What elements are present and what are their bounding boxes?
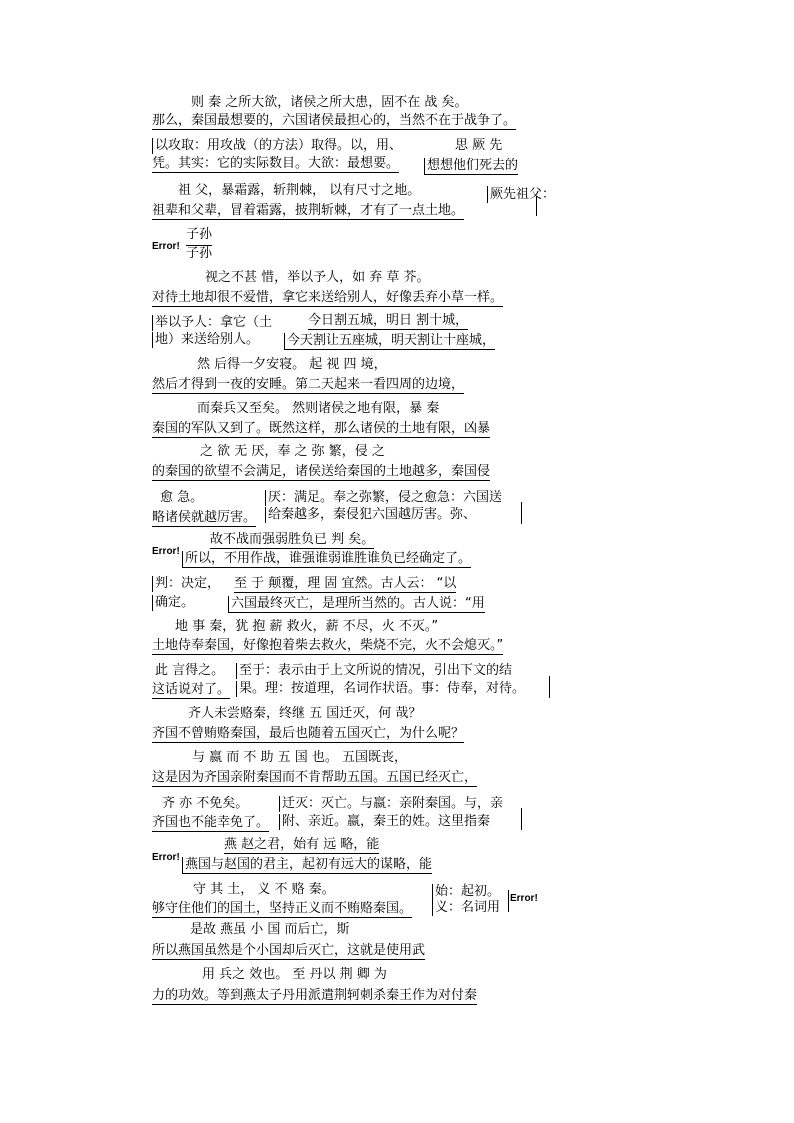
error-field-2: Error! <box>152 546 180 557</box>
trans-line-15: 齐国不曾贿赂秦国，最后也随着五国灭亡，为什么呢？ <box>152 726 465 741</box>
orig-line-19: 守 其 土， 义 不 赂 秦。 <box>193 882 335 897</box>
note-qian-mie-a: 迁灭：灭亡。与嬴：亲附秦国。与，亲 <box>279 796 503 812</box>
fraction-top: 子孙 <box>186 227 213 242</box>
orig-line-12: 至 于 颠覆，理 固 宜然。古人云： “以 <box>234 576 457 591</box>
bracket-right <box>521 502 522 524</box>
trans-line-21: 力的功效。等到燕太子丹用派遣荆轲刺杀秦王作为对付秦 <box>152 988 478 1003</box>
error-field-1: Error! <box>152 241 180 252</box>
orig-line-6: 今日割五城，明日 割十城， <box>308 313 469 328</box>
orig-line-10: 愈 急。 <box>160 490 204 505</box>
note-qian-mie-b: 附、亲近。嬴，秦王的姓。这里指秦 <box>279 814 490 830</box>
orig-line-21: 用 兵之 效也。 至 丹以 荆 卿 为 <box>202 967 387 982</box>
trans-line-5: 对待土地却很不爱惜，拿它来送给别人，好像丢弃小草一样。 <box>152 290 504 305</box>
trans-line-19: 够守住他们的国土，坚持正义而不贿赂秦国。 <box>152 901 413 916</box>
orig-line-17: 齐 亦 不免矣。 <box>162 796 249 811</box>
note-jue-xian-zu-fu-text: 厥先祖父： <box>490 187 556 202</box>
note-jue-xian-zu-fu <box>487 186 555 203</box>
note-ju-yi-yu-ren-a: 举以予人：拿它（土 <box>152 315 272 331</box>
orig-line-2: 思 厥 先 <box>455 138 503 153</box>
bracket-left <box>508 890 509 912</box>
trans-line-2: 想想他们死去的 <box>424 158 518 175</box>
note-yan-a: 厌：满足。奉之弥繁，侵之愈急：六国送 <box>265 490 502 506</box>
trans-line-9: 的秦国的欲望不会满足，诸侯送给秦国的土地越多，秦国侵 <box>152 464 491 479</box>
trans-line-17: 齐国也不能幸免了。 <box>152 815 270 830</box>
error-field-3: Error! <box>152 852 180 863</box>
bracket-right <box>536 196 537 216</box>
orig-line-9: 之 欲 无 厌，奉 之 弥 繁，侵 之 <box>200 444 385 459</box>
trans-line-18: 燕国与赵国的君主，起初有远大的谋略，能 <box>182 857 432 874</box>
note-yan-b: 给秦越多，秦侵犯六国越厉害。弥、 <box>265 507 476 523</box>
orig-line-11: 故不战而强弱胜负已 判 矣。 <box>210 532 375 547</box>
orig-line-8: 而秦兵又至矣。 然则诸侯之地有限，暴 秦 <box>197 401 440 416</box>
trans-line-1: 那么，秦国最想要的，六国诸侯最担心的，当然不在于战争了。 <box>152 113 517 128</box>
trans-line-3: 祖辈和父辈，冒着霜露，披荆斩棘，才有了一点土地。 <box>152 203 465 218</box>
note-yi-gong-qu-b: 凭。其实：它的实际数目。大欲：最想要。 <box>152 156 400 171</box>
trans-line-10: 略诸侯就越厉害。 <box>152 510 257 525</box>
trans-line-7: 然后才得到一夜的安睡。第二天起来一看四周的边境， <box>152 377 465 392</box>
orig-line-7: 然 后得一夕安寝。 起 视 四 境， <box>197 357 387 372</box>
error-field-4: Error! <box>510 893 538 904</box>
orig-line-5: 视之不甚 惜，举以予人，如 弃 草 芥。 <box>205 270 430 285</box>
note-yi-gong-qu-a: 以攻取：用攻战（的方法）取得。以，用、 <box>152 138 402 154</box>
orig-line-14: 此 言得之。 <box>155 663 225 678</box>
fraction-bottom: 子孙 <box>186 246 213 261</box>
trans-line-20: 所以燕国虽然是个小国却后灭亡，这就是使用武 <box>152 943 426 958</box>
note-zhi-yu-a: 至于：表示由于上文所说的情况，引出下文的结 <box>236 663 512 679</box>
orig-line-16: 与 嬴 而 不 助 五 国 也。 五国既丧， <box>192 750 408 765</box>
orig-line-1: 则 秦 之所大欲，诸侯之所大患，固不在 战 矣。 <box>191 95 468 110</box>
trans-line-14: 这话说对了。 <box>152 682 231 697</box>
trans-line-16: 这是因为齐国亲附秦国而不肯帮助五国。五国已经灭亡， <box>152 770 478 785</box>
orig-line-15: 齐人未尝赂秦，终继 五 国迁灭，何 哉？ <box>188 706 422 721</box>
note-shi-a: 始：起初。 <box>432 884 500 900</box>
trans-line-8: 秦国的军队又到了。既然这样，那么诸侯的土地有限，凶暴 <box>152 421 491 436</box>
note-zhi-yu-b: 果。理：按道理，名词作状语。事：侍奉，对待。 <box>236 681 525 697</box>
note-pan-b: 确定。 <box>152 595 194 611</box>
trans-line-12: 六国最终灭亡，是理所当然的。古人说：“用 <box>228 596 485 613</box>
orig-line-13: 地 事 秦，犹 抱 薪 救火，薪 不尽，火 不灭。” <box>175 619 439 634</box>
note-shi-b: 义：名词用 <box>432 900 500 916</box>
note-pan-a: 判：决定， <box>152 576 220 592</box>
trans-line-11: 所以，不用作战，谁强谁弱谁胜谁负已经确定了。 <box>182 551 471 568</box>
trans-line-6: 今天割让五座城，明天割让十座城， <box>284 333 495 350</box>
note-ju-yi-yu-ren-b: 地）来送给别人。 <box>152 332 259 348</box>
orig-line-3: 祖 父，暴霜露，斩荆棘， 以有尺寸之地。 <box>178 183 421 198</box>
orig-line-20: 是故 燕虽 小 国 而后亡，斯 <box>190 922 350 937</box>
bracket-right <box>521 808 522 830</box>
bracket-right <box>549 676 550 698</box>
orig-line-18: 燕 赵之君，始有 远 略，能 <box>224 837 380 852</box>
trans-line-13: 土地侍奉秦国，好像抱着柴去救火，柴烧不完，火不会熄灭。” <box>152 638 504 653</box>
